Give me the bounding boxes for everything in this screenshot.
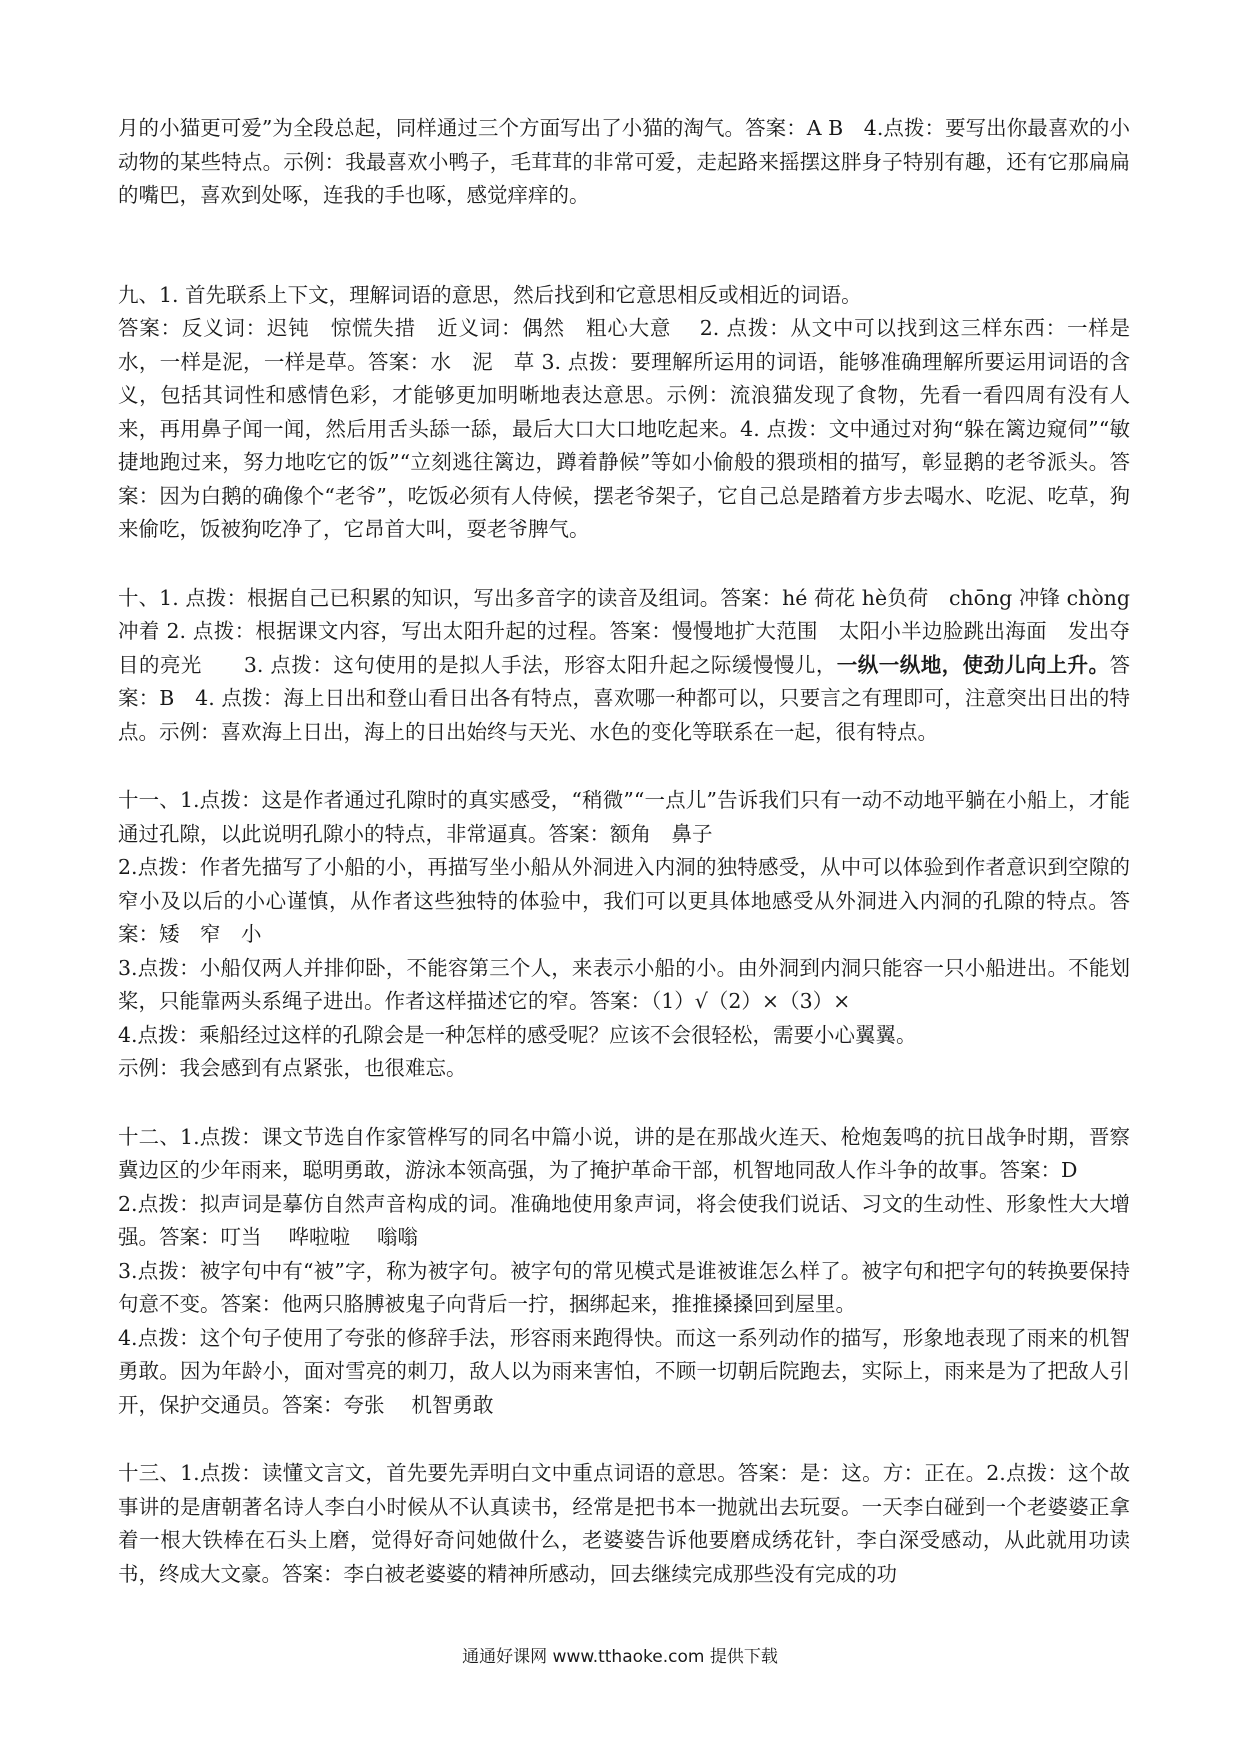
section-12 xyxy=(118,1121,1130,1423)
section-13-text: 十三、1.点拨：读懂文言文，首先要先弄明白文中重点词语的意思。答案：是：这。方：正在。2.点拨：这个故事讲的是唐朝著名诗人李白小时候从不认真读书，经常是把书本一抛就出去玩耍。一天李白碰到一个老婆婆正拿着一根大铁棒在石头上磨，觉得好奇问她做什么，老婆婆告诉他要磨成绣花针，李白深受感动，从此就用功读书，终成大文豪。答案：李白被老婆婆的精神所感动，回去继续完成那些没有完成的功 xyxy=(118,1461,1130,1586)
section-10-text-a: 十、1. 点拨：根据自己已积累的知识，写出多音字的读音及组词。答案：hé 荷花 hè负荷 chōng 冲锋 chòng 冲着 2. 点拨：根据课文内容，写出太阳升起的过程。答案：慢慢地扩大范围 太阳小半边脸跳出海面 发出夺目的亮光 3. 点拨：这句使用的是拟人手法，形容太阳升起之际缓慢慢儿， xyxy=(118,585,1130,677)
section-12-item-3: 3.点拨：被字句中有“被”字，称为被字句。被字句的常见模式是谁被谁怎么样了。被字句和把字句的转换要保持句意不变。答案：他两只胳膊被鬼子向背后一拧，捆绑起来，推推搡搡回到屋里。 xyxy=(118,1258,1130,1316)
page-footer: 通通好课网 www.tthaoke.com 提供下载 xyxy=(462,1647,778,1667)
section-10-text xyxy=(118,582,1130,750)
section-11-item-2: 2.点拨：作者先描写了小船的小，再描写坐小船从外洞进入内洞的独特感受，从中可以体验到作者意识到空隙的窄小及以后的小心谨慎，从作者这些独特的体验中，我们可以更具体地感受从外洞进入内洞的孔隙的特点。答案：矮 窄 小 xyxy=(118,855,1130,946)
document-body xyxy=(118,112,1130,1591)
section-10-bold-text: 一纵一纵地，使劲儿向上升。 xyxy=(836,652,1110,677)
section-11-item-4: 4.点拨：乘船经过这样的孔隙会是一种怎样的感受呢？应该不会很轻松，需要小心翼翼。 xyxy=(118,1022,917,1047)
intro-paragraph xyxy=(118,112,1130,213)
section-11-item-1: 十一、1.点拨：这是作者通过孔隙时的真实感受，“稍微”“一点儿”告诉我们只有一动不动地平躺在小船上，才能通过孔隙，以此说明孔隙小的特点，非常逼真。答案：额角 鼻子 xyxy=(118,788,1130,846)
section-9-line1: 九、1. 首先联系上下文，理解词语的意思，然后找到和它意思相反或相近的词语。 xyxy=(118,282,862,307)
section-10-text-b: 答案：B 4. 点拨：海上日出和登山看日出各有特点，喜欢哪一种都可以，只要言之有理即可，注意突出日出的特点。示例：喜欢海上日出，海上的日出始终与天光、水色的变化等联系在一起，很有特点。 xyxy=(118,652,1130,744)
section-12-item-4: 4.点拨：这个句子使用了夸张的修辞手法，形容雨来跑得快。而这一系列动作的描写，形象地表现了雨来的机智勇敢。因为年龄小，面对雪亮的刺刀，敌人以为雨来害怕，不顾一切朝后院跑去，实际上，雨来是为了把敌人引开，保护交通员。答案：夸张 机智勇敢 xyxy=(118,1325,1130,1417)
section-11 xyxy=(118,784,1130,1086)
intro-text: 月的小猫更可爱”为全段总起，同样通过三个方面写出了小猫的淘气。答案：A B 4.点拨：要写出你最喜欢的小动物的某些特点。示例：我最喜欢小鸭子，毛茸茸的非常可爱，走起路来摇摆这胖身子特别有趣，还有它那扁扁的嘴巴，喜欢到处啄，连我的手也啄，感觉痒痒的。 xyxy=(118,116,1130,207)
section-12-item-2: 2.点拨：拟声词是摹仿自然声音构成的词。准确地使用象声词，将会使我们说话、习文的生动性、形象性大大增强。答案：叮当 哗啦啦 嗡嗡 xyxy=(118,1191,1130,1249)
section-10 xyxy=(118,582,1130,750)
section-11-example: 示例：我会感到有点紧张，也很难忘。 xyxy=(118,1056,467,1080)
section-11-item-3: 3.点拨：小船仅两人并排仰卧，不能容第三个人，来表示小船的小。由外洞到内洞只能容一只小船进出。不能划桨，只能靠两头系绳子进出。作者这样描述它的窄。答案：（1）√（2）×（3）× xyxy=(118,955,1130,1013)
section-9 xyxy=(118,279,1130,547)
section-12-item-1: 十二、1.点拨：课文节选自作家管桦写的同名中篇小说，讲的是在那战火连天、枪炮轰鸣的抗日战争时期，晋察冀边区的少年雨来，聪明勇敢，游泳本领高强，为了掩护革命干部，机智地同敌人作斗争的故事。答案：D xyxy=(118,1124,1130,1182)
section-13 xyxy=(118,1457,1130,1591)
section-9-text: 答案：反义词：迟钝 惊慌失措 近义词：偶然 粗心大意 2. 点拨：从文中可以找到这三样东西：一样是水，一样是泥，一样是草。答案：水 泥 草 3. 点拨：要理解所运用的词语，能够准确理解所要运用词语的含义，包括其词性和感情色彩，才能够更加明晰地表达意思。示例：流浪猫发现了食物，先看一看四周有没有人来，再用鼻子闻一闻，然后用舌头舔一舔，最后大口大口地吃起来。4. 点拨：文中通过对狗“躲在篱边窥伺”“敏捷地跑过来，努力地吃它的饭”“立刻逃往篱边，蹲着静候”等如小偷般的猥琐相的描写，彰显鹅的老爷派头。答案：因为白鹅的确像个“老爷”，吃饭必须有人侍候，摆老爷架子，它自己总是踏着方步去喝水、吃泥、吃草，狗来偷吃，饭被狗吃净了，它昂首大叫，耍老爷脾气。 xyxy=(118,316,1130,541)
